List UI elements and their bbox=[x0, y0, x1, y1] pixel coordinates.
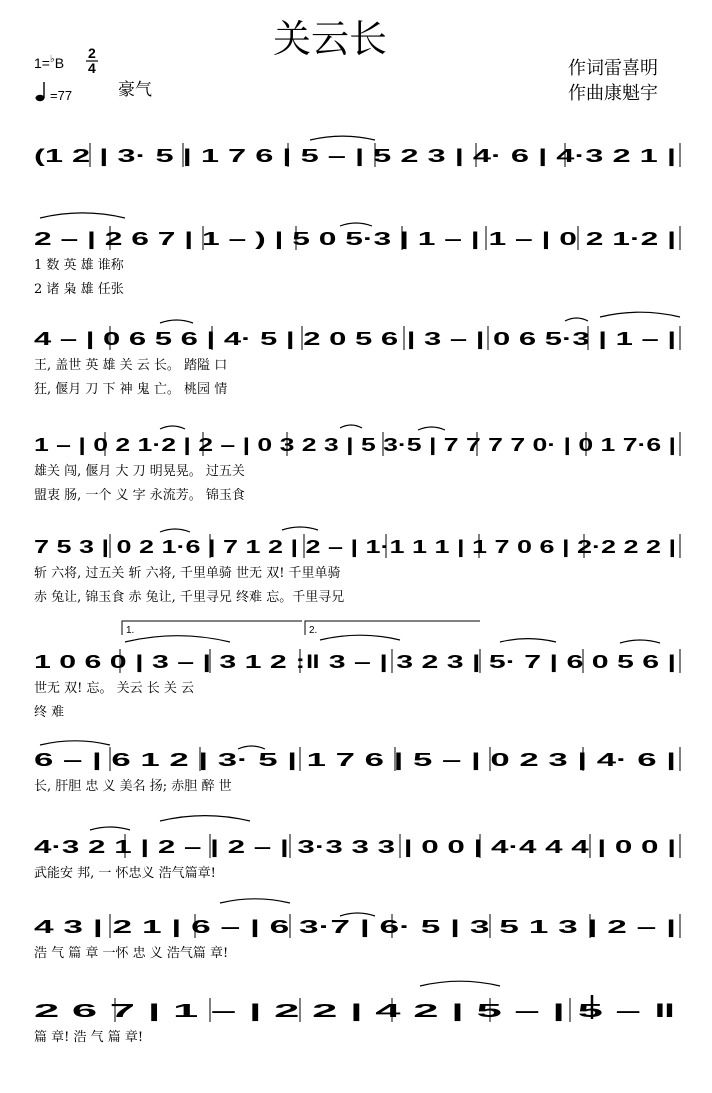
slur bbox=[620, 640, 660, 643]
staff-line-3 bbox=[34, 326, 680, 397]
slur bbox=[160, 816, 250, 821]
volta-label-2: 2. bbox=[309, 625, 318, 636]
slur bbox=[160, 529, 190, 532]
composer: 作曲康魁宇 bbox=[568, 83, 658, 104]
lyric-line: 赤 兔让, 锦玉食 赤 兔让, 千里寻兄 终难 忘。千里寻兄 bbox=[34, 590, 345, 605]
slur bbox=[310, 136, 375, 140]
note-line: 4·3 2 1 | 2 – | 2 – | 3·3 3 3 | 0 0 | 4·4 4 4 | 0 0 | bbox=[34, 837, 676, 857]
slur bbox=[500, 639, 556, 642]
song-title: 关云长 bbox=[272, 17, 388, 61]
volta-bracket-1 bbox=[122, 621, 302, 636]
note-line: 6 – | 6 1 2 | 3· 5 | 1 7 6 | 5 – | 0 2 3 | 4· 6 | bbox=[34, 750, 676, 770]
note-line: 2 – | 2 6 7 | 1 – ) | 5 0 5·3 | 1 – | 1 – | 0 2 1·2 | bbox=[34, 229, 676, 249]
slur bbox=[320, 635, 400, 640]
lyric-line: 王, 盖世 英 雄 关 云 长。 踏隘 口 bbox=[34, 358, 228, 373]
flat-sign: ♭ bbox=[49, 54, 55, 65]
staff-line-10 bbox=[34, 995, 676, 1045]
lyric-line: 2 诸 枭 雄 任张 bbox=[34, 282, 124, 297]
lyric-line: 雄关 闯, 偃月 大 刀 明晃晃。 过五关 bbox=[34, 464, 245, 479]
slur bbox=[160, 320, 193, 323]
lyric-line: 篇 章! 浩 气 篇 章! bbox=[34, 1030, 144, 1045]
lyric-line: 世无 双! 忘。 关云 长 关 云 bbox=[34, 681, 195, 696]
volta-bracket-2 bbox=[305, 621, 480, 636]
staff-line-5 bbox=[34, 534, 680, 605]
slur bbox=[420, 981, 500, 986]
lyricist: 作词雷喜明 bbox=[568, 58, 658, 79]
lyric-line: 浩 气 篇 章 一怀 忠 义 浩气篇 章! bbox=[34, 946, 229, 961]
quarter-note-icon bbox=[36, 82, 45, 101]
staff-line-7 bbox=[34, 747, 680, 794]
slur bbox=[600, 312, 680, 317]
key-note: B bbox=[54, 55, 65, 71]
slur bbox=[40, 741, 110, 745]
slur bbox=[125, 636, 230, 642]
staff-line-2 bbox=[34, 226, 680, 297]
slur bbox=[418, 427, 445, 430]
staff-line-9 bbox=[34, 914, 680, 961]
slur bbox=[340, 223, 372, 226]
volta-label-1: 1. bbox=[126, 625, 135, 636]
key-prefix: 1= bbox=[34, 55, 50, 71]
time-signature-bottom: 4 bbox=[88, 60, 96, 76]
slur bbox=[238, 746, 265, 749]
note-line: 4 3 | 2 1 | 6 – | 6 3·7 | 6· 5 | 3 5 1 3 | 2 – | bbox=[34, 917, 676, 937]
slur bbox=[282, 527, 318, 530]
note-line: 4 – | 0 6 5 6 | 4· 5 | 2 0 5 6 | 3 – | 0 6 5·3 | 1 – | bbox=[34, 329, 676, 349]
lyric-line: 狂, 偃月 刀 下 神 鬼 亡。 桃园 情 bbox=[34, 382, 228, 397]
slur bbox=[565, 318, 588, 321]
slur bbox=[90, 827, 130, 830]
staff-line-4 bbox=[34, 432, 680, 503]
lyric-line: 盟衷 肠, 一个 义 字 永流芳。 锦玉食 bbox=[34, 488, 245, 503]
slur bbox=[340, 425, 362, 428]
slur bbox=[220, 899, 290, 903]
slur bbox=[340, 913, 375, 916]
expression-mark: 豪气 bbox=[118, 80, 152, 100]
note-line: 2 6 7 | 1 – | 2 2 | 4 2 | 5 – | 5 – ‖ bbox=[34, 1001, 676, 1021]
staff-line-6 bbox=[34, 649, 680, 720]
lyric-line: 终 难 bbox=[34, 705, 65, 720]
key-signature bbox=[34, 54, 64, 71]
slur bbox=[160, 426, 185, 429]
time-signature-top: 2 bbox=[88, 45, 96, 61]
tempo-value: =77 bbox=[50, 88, 73, 103]
slur bbox=[40, 213, 125, 218]
lyric-line: 斩 六将, 过五关 斩 六将, 千里单骑 世无 双! 千里单骑 bbox=[34, 566, 341, 581]
note-line: 7 5 3 | 0 2 1·6 | 7 1 2 | 2 – | 1·1 1 1 | 1 7 0 6 | 2·2 2 2 | bbox=[34, 537, 676, 557]
note-line: 1 0 6 0 | 3 – | 3 1 2 :‖ 3 – | 3 2 3 | 5· 7 | 6 0 5 6 | bbox=[34, 652, 676, 672]
lyric-line: 长, 肝胆 忠 义 美名 扬; 赤胆 醉 世 bbox=[34, 779, 232, 794]
lyric-line: 武能安 邦, 一 怀忠义 浩气篇章! bbox=[34, 866, 216, 881]
note-line: (1 2 | 3· 5 | 1 7 6 | 5 – | 5 2 3 | 4· 6 | 4·3 2 1 | bbox=[34, 146, 676, 166]
note-line: 1 – | 0 2 1·2 | 2 – | 0 3 2 3 | 5 3·5 | 7 7 7 7 0· | 0 1 7·6 | bbox=[34, 435, 676, 455]
staff-line-8 bbox=[34, 834, 680, 881]
lyric-line: 1 数 英 雄 谁称 bbox=[34, 258, 124, 273]
staff-line-1 bbox=[34, 143, 680, 167]
